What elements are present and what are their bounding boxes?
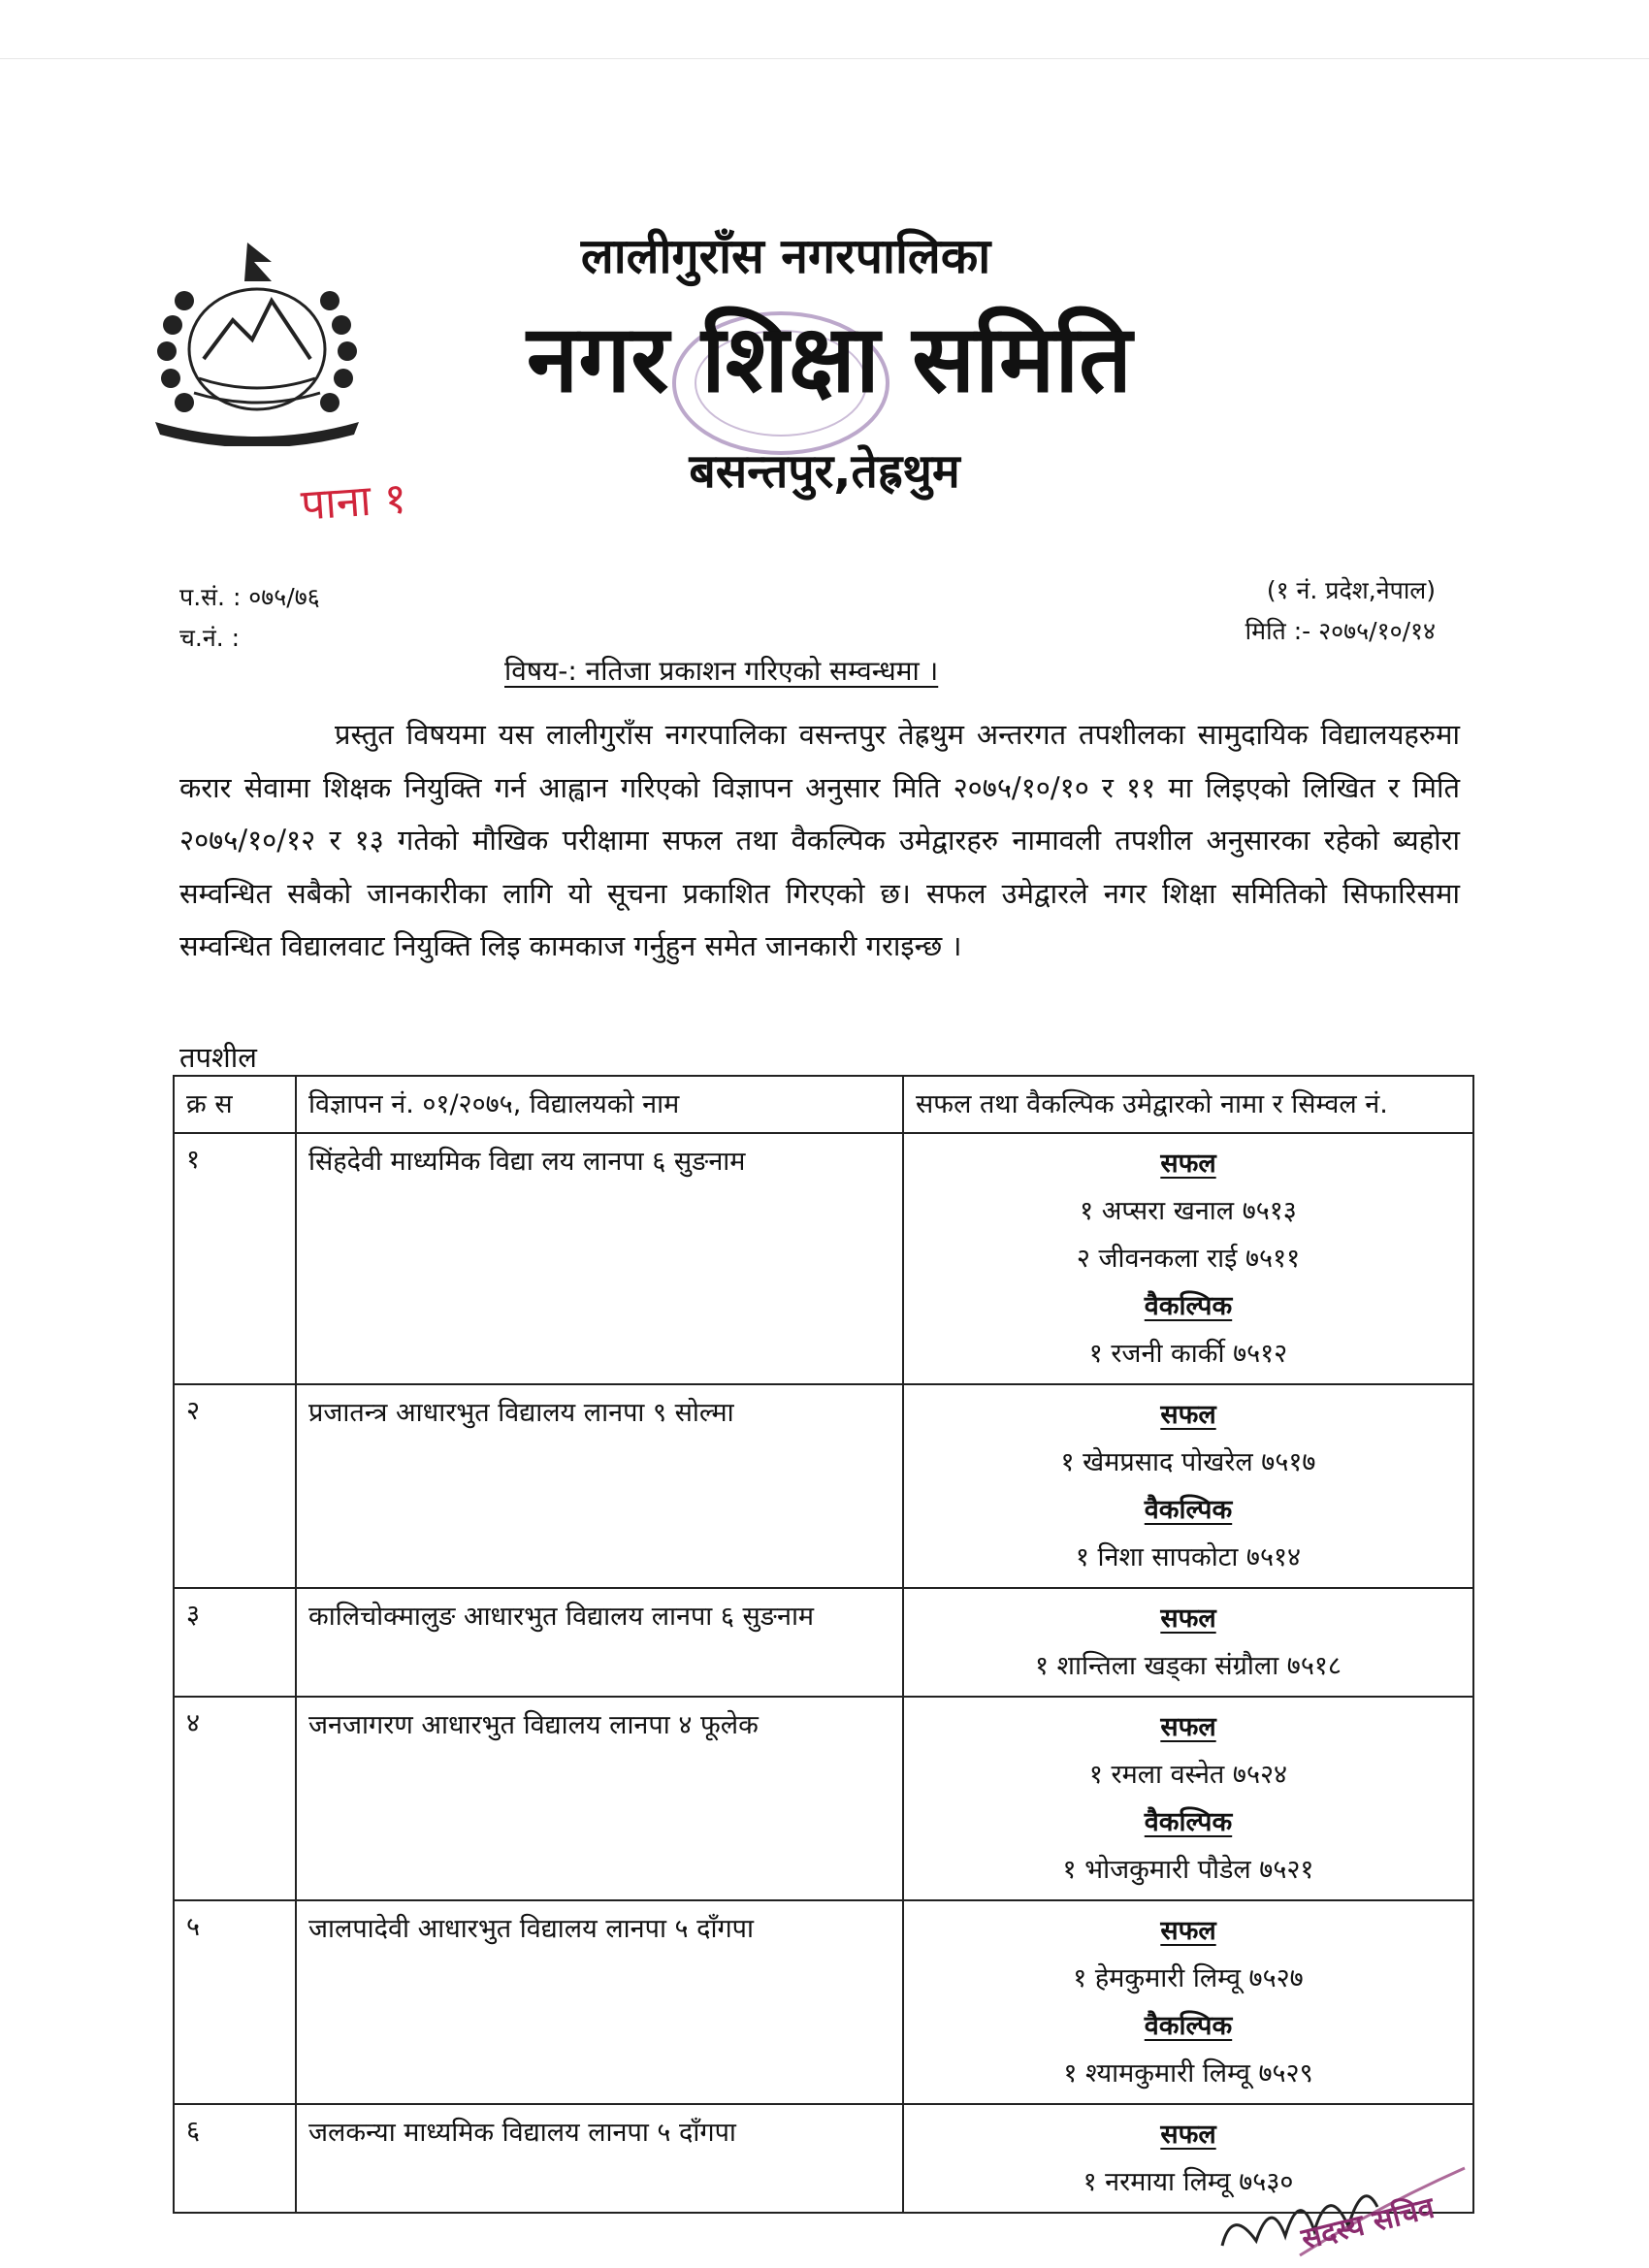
table-row xyxy=(174,1697,1473,1900)
row-school-name: कालिचोक्मालुङ आधारभुत विद्यालय लानपा ६ सुङनाम xyxy=(296,1588,903,1697)
details-label: तपशील xyxy=(179,1041,257,1074)
row-serial: ४ xyxy=(174,1697,296,1900)
row-candidates xyxy=(903,1384,1473,1588)
success-candidate: १ अप्सरा खनाल ७५१३ xyxy=(1080,1196,1297,1226)
success-candidate: १ रमला वस्नेत ७५२४ xyxy=(1088,1760,1288,1790)
table-row xyxy=(174,1900,1473,2104)
row-school-name: प्रजातन्त्र आधारभुत विद्यालय लानपा ९ सोल्मा xyxy=(296,1384,903,1588)
alternate-candidate: १ श्यामकुमारी लिम्वू ७५२९ xyxy=(1063,2058,1313,2089)
row-candidates xyxy=(903,1697,1473,1900)
header-serial: क्र स xyxy=(174,1076,296,1133)
reference-block xyxy=(179,577,320,659)
date-block xyxy=(1164,570,1436,652)
success-candidate: १ हेमकुमारी लिम्वू ७५२७ xyxy=(1073,1963,1304,1993)
success-heading: सफल xyxy=(1160,1712,1216,1742)
alternate-heading: वैकल्पिक xyxy=(1144,1495,1233,1525)
success-heading: सफल xyxy=(1160,1604,1216,1634)
nepal-emblem-icon xyxy=(146,243,369,446)
alternate-heading: वैकल्पिक xyxy=(1144,2011,1233,2041)
success-heading: सफल xyxy=(1160,2120,1216,2150)
alternate-heading: वैकल्पिक xyxy=(1144,1807,1233,1837)
committee-name: नगर शिक्षा समिति xyxy=(526,305,1133,413)
row-serial: ६ xyxy=(174,2104,296,2213)
table-row xyxy=(174,1133,1473,1384)
row-serial: ५ xyxy=(174,1900,296,2104)
alternate-candidate: १ रजनी कार्की ७५१२ xyxy=(1088,1339,1288,1369)
success-candidate: १ शान्तिला खड्का संग्रौला ७५१८ xyxy=(1035,1651,1342,1681)
table-body xyxy=(174,1133,1473,2213)
table-row xyxy=(174,1588,1473,1697)
header-school: विज्ञापन नं. ०१/२०७५, विद्यालयको नाम xyxy=(296,1076,903,1133)
subject-line: विषय-: नतिजा प्रकाशन गरिएको सम्वन्धमा । xyxy=(504,655,939,687)
success-heading: सफल xyxy=(1160,1400,1216,1430)
row-candidates xyxy=(903,1588,1473,1697)
office-address: बसन्तपुर,तेह्रथुम xyxy=(689,444,960,499)
table-header-row xyxy=(174,1076,1473,1133)
reference-number: प.सं. : ०७५/७६ xyxy=(179,583,320,611)
row-serial: २ xyxy=(174,1384,296,1588)
alternate-candidate: १ निशा सापकोटा ७५१४ xyxy=(1075,1542,1302,1572)
row-serial: १ xyxy=(174,1133,296,1384)
row-school-name: जलकन्या माध्यमिक विद्यालय लानपा ५ दाँगपा xyxy=(296,2104,903,2213)
alternate-candidate: १ भोजकुमारी पौडेल ७५२१ xyxy=(1062,1855,1314,1885)
header-candidates: सफल तथा वैकल्पिक उमेद्वारको नामा र सिम्वल नं. xyxy=(903,1076,1473,1133)
body-paragraph: प्रस्तुत विषयमा यस लालीगुराँस नगरपालिका वसन्तपुर तेह्रथुम अन्तरगत तपशीलका सामुदायिक विद्यालयहरुमा करार सेवामा शिक्षक नियुक्ति गर्न आह्वान गरिएको विज्ञापन अनुसार मिति २०७५/१०/१० र ११ मा लिइएको लिखित र मिति २०७५/१०/१२ र १३ गतेको मौखिक परीक्षामा सफल तथा वैकल्पिक उमेद्वारहरु नामावली तपशील अनुसारका रहेको ब्यहोरा सम्वन्धित सबैको जानकारीका लागि यो सूचना प्रकाशित गिरएको छ। सफल उमेद्वारले नगर शिक्षा समितिको सिफारिसमा सम्वन्धित विद्यालवाट नियुक्ति लिइ कामकाज गर्नुहुन समेत जानकारी गराइन्छ । xyxy=(179,718,1460,962)
scan-edge xyxy=(0,0,1649,59)
row-school-name: सिंहदेवी माध्यमिक विद्या लय लानपा ६ सुङनाम xyxy=(296,1133,903,1384)
table-row xyxy=(174,1384,1473,1588)
success-heading: सफल xyxy=(1160,1149,1216,1179)
success-candidate: १ नरमाया लिम्वू ७५३० xyxy=(1083,2167,1294,2197)
row-school-name: जनजागरण आधारभुत विद्यालय लानपा ४ फूलेक xyxy=(296,1697,903,1900)
success-candidate: १ खेमप्रसाद पोखरेल ७५१७ xyxy=(1060,1447,1316,1477)
dispatch-number: च.नं. : xyxy=(179,624,241,652)
success-heading: सफल xyxy=(1160,1916,1216,1946)
results-table xyxy=(173,1075,1474,2214)
row-serial: ३ xyxy=(174,1588,296,1697)
row-candidates xyxy=(903,1133,1473,1384)
municipality-name: लालीगुराँस नगरपालिका xyxy=(580,228,991,284)
success-candidate: २ जीवनकला राई ७५११ xyxy=(1076,1244,1301,1274)
province-label: (१ नं. प्रदेश,नेपाल) xyxy=(1266,576,1436,604)
handwritten-page-number: पाना १ xyxy=(299,473,408,531)
secretary-seal-text: सदस्य सचिव xyxy=(1298,2190,1439,2257)
row-candidates xyxy=(903,1900,1473,2104)
row-school-name: जालपादेवी आधारभुत विद्यालय लानपा ५ दाँगपा xyxy=(296,1900,903,2104)
alternate-heading: वैकल्पिक xyxy=(1144,1291,1233,1321)
letter-date: मिति :- २०७५/१०/१४ xyxy=(1245,617,1436,645)
